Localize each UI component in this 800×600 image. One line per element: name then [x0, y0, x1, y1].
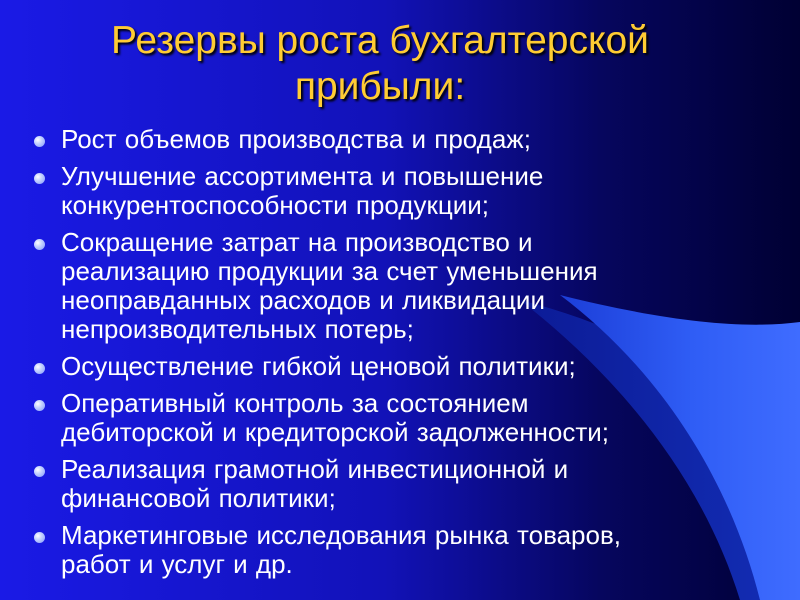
bullet-line: непроизводительных потерь;	[61, 314, 414, 344]
bullet-dot-icon	[34, 466, 45, 477]
bullet-dot-icon	[34, 363, 45, 374]
bullet-line: Реализация грамотной инвестиционной и	[61, 454, 569, 484]
bullet-line: Осуществление гибкой ценовой политики;	[61, 351, 576, 381]
slide-title-line-2: прибыли:	[294, 65, 466, 108]
bullet-line: дебиторской и кредиторской задолженности;	[61, 417, 610, 447]
bullet-list	[32, 125, 772, 587]
bullet-dot-icon	[34, 173, 45, 184]
bullet-line: реализацию продукции за счет уменьшения	[61, 256, 598, 286]
bullet-item-sales-growth	[32, 125, 772, 154]
bullet-item-investment-policy	[32, 455, 772, 513]
bullet-dot-icon	[34, 532, 45, 543]
bullet-item-cost-reduction	[32, 228, 772, 344]
bullet-dot-icon	[34, 400, 45, 411]
bullet-item-marketing-research	[32, 521, 772, 579]
bullet-line: Оперативный контроль за состоянием	[61, 388, 529, 418]
bullet-line: Рост объемов производства и продаж;	[61, 124, 531, 154]
bullet-line: Сокращение затрат на производство и	[61, 227, 533, 257]
bullet-item-receivables-control	[32, 389, 772, 447]
bullet-line: Маркетинговые исследования рынка товаров,	[61, 520, 622, 550]
bullet-line: конкурентоспособности продукции;	[61, 190, 490, 220]
bullet-line: работ и услуг и др.	[61, 549, 293, 579]
bullet-line: Улучшение ассортимента и повышение	[61, 161, 544, 191]
bullet-dot-icon	[34, 239, 45, 250]
bullet-line: неоправданных расходов и ликвидации	[61, 285, 545, 315]
slide-title-line-1: Резервы роста бухгалтерской	[111, 19, 649, 62]
bullet-line: финансовой политики;	[61, 483, 336, 513]
slide-title	[40, 18, 720, 110]
bullet-dot-icon	[34, 136, 45, 147]
bullet-item-assortment	[32, 162, 772, 220]
bullet-item-pricing-policy	[32, 352, 772, 381]
